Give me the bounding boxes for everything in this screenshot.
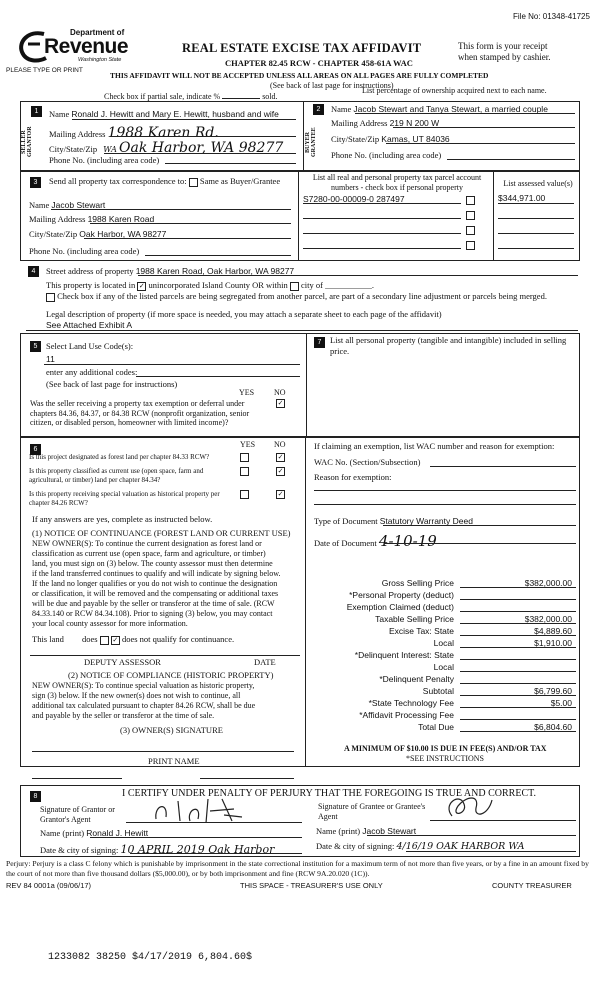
instructions-note: (See back of last page for instructions) [270,81,394,90]
buyer-name-row: Name Jacob Stewart and Tanya Stewart, a married couple [331,104,548,114]
total-label-7: Local [433,662,454,672]
total-value-12[interactable]: $6,804.60 [534,722,572,732]
assessed-header: List assessed value(s) [503,179,573,188]
total-value-4[interactable]: $4,889.60 [534,626,572,636]
historic-no-checkbox[interactable]: ✓ [277,490,284,498]
location-row: This property is located in ✓ unincorporated Island County OR within city of ___________. [46,280,374,290]
section-1-marker: 1 [31,106,42,117]
logo-state: Washington State [78,57,122,63]
total-value-10[interactable]: $5.00 [550,698,572,708]
historic-yes-checkbox[interactable] [240,490,249,499]
deputy-assessor-label: DEPUTY ASSESSOR [84,657,161,667]
assessor-date-label: DATE [254,657,276,667]
personal-property-checkbox-4[interactable] [466,241,475,250]
grantee-signature-label: Signature of Grantee or Grantee's Agent [318,802,426,821]
sec3-name-row: Name Jacob Stewart [29,200,106,210]
total-label-1: *Personal Property (deduct) [349,590,454,600]
total-label-2: Exemption Claimed (deduct) [346,602,454,612]
parcels-header: List all real and personal property tax parcel account numbers - check box if personal property [312,173,482,192]
doc-date-value[interactable]: 4-10-19 [378,532,437,550]
seller-phone-label: Phone No. (including area code) [49,155,160,165]
grantee-date-row: Date & city of signing: 4/16/19 OAK HARBOR WA [316,841,525,852]
section-8-marker: 8 [30,791,41,802]
assessed-value-1[interactable]: $344,971.00 [498,193,546,203]
total-label-4: Excise Tax: State [388,626,454,636]
total-label-10: *State Technology Fee [368,698,454,708]
total-value-0[interactable]: $382,000.00 [524,578,572,588]
grantee-name-row: Name (print) Jacob Stewart [316,826,417,836]
current-use-yes-checkbox[interactable] [240,467,249,476]
logo-line1: Department of [70,28,125,37]
legal-description-value[interactable]: See Attached Exhibit A [46,320,133,330]
print-name-label: PRINT NAME [148,756,200,766]
doc-type-value[interactable]: Statutory Warranty Deed [379,516,473,526]
section-6-marker: 6 [30,444,41,455]
same-as-buyer-checkbox[interactable] [189,178,198,187]
personal-property-checkbox-3[interactable] [466,226,475,235]
buyer-name-value[interactable]: Jacob Stewart and Tanya Stewart, a married couple [353,104,548,114]
street-row: Street address of property 1988 Karen Road, Oak Harbor, WA 98277 [46,266,295,276]
form-subtitle: CHAPTER 82.45 RCW - CHAPTER 458-61A WAC [225,58,413,68]
buyer-city-row: City/State/Zip Kamas, UT 84036 [331,134,450,144]
please-type: PLEASE TYPE OR PRINT [6,67,83,74]
notice-compliance-title: (2) NOTICE OF COMPLIANCE (HISTORIC PROPERTY) [68,670,274,680]
sec3-city-value[interactable]: Oak Harbor, WA 98277 [79,229,167,239]
logo-word: Revenue [44,35,129,58]
receipt-note: This form is your receipt when stamped by cashier. [458,41,551,62]
total-label-11: *Affidavit Processing Fee [359,710,454,720]
section-7-marker: 7 [314,337,325,348]
doc-date-row: Date of Document 4-10-19 [314,532,437,550]
grantor-date-row: Date & city of signing: 10 APRIL 2019 Oak Harbor [40,843,275,856]
partial-sale-row: Check box if partial sale, indicate % sold. [104,92,278,101]
section-5-marker: 5 [30,341,41,352]
section-2-marker: 2 [313,104,324,115]
sec3-name-value[interactable]: Jacob Stewart [51,200,106,210]
sec3-mailing-value[interactable]: 1988 Karen Road [87,214,155,224]
exemption-question: Was the seller receiving a property tax exemption or deferral under chapters 84.36, 84.37, or 84.38 RCW (nonprofit organization, senior citizen, or disabled person, homeowner with limited income)? [30,399,250,427]
exemption-no-checkbox[interactable]: ✓ [277,399,284,407]
segregated-row: Check box if any of the listed parcels are being segregated from another parcel, are part of a secondary line adjustment or parcels being merged. [46,291,547,302]
forest-question: Is this project designated as forest land per chapter 84.33 RCW? [29,453,210,461]
sec3-mailing-row: Mailing Address 1988 Karen Road [29,214,155,224]
grantee-name-value[interactable]: Jacob Stewart [362,826,417,836]
street-value[interactable]: 1988 Karen Road, Oak Harbor, WA 98277 [135,266,295,276]
grantee-signature[interactable] [440,790,500,822]
certify-statement: I CERTIFY UNDER PENALTY OF PERJURY THAT THE FOREGOING IS TRUE AND CORRECT. [122,788,536,799]
total-label-5: Local [433,638,454,648]
continuance-row: This land does ✓ does not qualify for continuance. [32,634,235,644]
does-checkbox[interactable] [100,636,109,645]
doc-type-row: Type of Document Statutory Warranty Deed [314,516,473,526]
grantor-signature[interactable] [150,795,260,825]
notice-compliance-body: NEW OWNER(S): To continue special valuation as historic property, sign (3) below. If the new owner(s) does not wish to continue, all additional tax calculated pursuant to chapter 84.26 RCW, shall be due and payable by the seller or transferor at the time of sale. [32,681,256,720]
form-title: REAL ESTATE EXCISE TAX AFFIDAVIT [182,41,422,55]
sec5-no-header: NO [274,388,286,397]
owner-signature-label: (3) OWNER(S) SIGNATURE [120,725,223,735]
buyer-mailing-value[interactable]: 219 N 200 W [389,118,440,128]
grantor-name-row: Name (print) Ronald J. Hewitt [40,828,149,838]
grantor-date-value[interactable]: 10 APRIL 2019 Oak Harbor [120,843,275,856]
total-value-5[interactable]: $1,910.00 [534,638,572,648]
personal-property-checkbox-2[interactable] [466,211,475,220]
additional-codes-label: enter any additional codes: [46,367,138,377]
seller-name-row: Name Ronald J. Hewitt and Mary E. Hewitt, husband and wife [49,109,279,119]
seller-city-value[interactable]: Oak Harbor, WA 98277 [119,140,284,156]
total-label-8: *Delinquent Penalty [379,674,454,684]
land-use-label: Select Land Use Code(s): [46,341,134,351]
form-revision: REV 84 0001a (09/06/17) [6,881,92,890]
total-label-3: Taxable Selling Price [375,614,454,624]
see-instructions-note: *SEE INSTRUCTIONS [406,754,485,763]
county-treasurer-label: COUNTY TREASURER [492,881,572,890]
file-number: File No: 01348-41725 [513,12,590,21]
percentage-note: List percentage of ownership acquired next to each name. [362,86,547,95]
buyer-mailing-row: Mailing Address 219 N 200 W [331,118,440,128]
city-checkbox[interactable] [290,282,299,291]
total-value-3[interactable]: $382,000.00 [524,614,572,624]
total-label-0: Gross Selling Price [381,578,454,588]
segregated-checkbox[interactable] [46,293,55,302]
sec6-yes-header: YES [240,440,256,449]
perjury-notice: Perjury: Perjury is a class C felony which is punishable by imprisonment in the state correctional institution for a maximum term of not more than five years, or by a fine in an amount fixed by the court of not more than five thousand dollars ($5,000.00), or by both imprisonment and fine (RCW 9A.20.020 (1C)). [6,859,589,878]
notice-continuance-body: NEW OWNER(S): To continue the current designation as forest land or classification as current use (open space, farm and agriculture, or timber) land, you must sign on (3) below. The county assessor must then determine if the land transferred continues to qualify and will indicate by signing below. If the land no longer qualifies or you do not wish to continue the designation or classification, it will be removed and the compensating or additional taxes will be due and payable by the seller or transferor at the time of sale. (RCW 84.33.140 or RCW 84.34.108). Prior to signing (3) below, you may contact your local county assessor for more information. [32,539,281,628]
personal-property-checkbox-1[interactable] [466,196,475,205]
minimum-fee-note: A MINIMUM OF $10.00 IS DUE IN FEE(S) AND/OR TAX [344,744,547,753]
parcel-number-1[interactable]: S7280-00-00009-0 287497 [303,194,405,204]
seller-mailing-row: Mailing Address 1988 Karen Rd. [49,125,219,141]
wac-number-label: WAC No. (Section/Subsection) [314,457,421,467]
treasurer-space-label: THIS SPACE - TREASURER'S USE ONLY [240,881,383,890]
does-not-checkbox[interactable]: ✓ [112,635,119,644]
sec6-no-header: NO [274,440,286,449]
unincorporated-checkbox[interactable]: ✓ [138,281,145,290]
buyer-phone-label: Phone No. (including area code) [331,150,442,160]
total-label-6: *Delinquent Interest: State [354,650,454,660]
sec3-city-row: City/State/Zip Oak Harbor, WA 98277 [29,229,167,239]
historic-question: Is this property receiving special valuation as historical property per chapter 84.26 RCW? [29,490,220,507]
if-yes-instruction: If any answers are yes, complete as instructed below. [32,514,213,524]
grantor-name-value[interactable]: Ronald J. Hewitt [86,828,149,838]
total-value-9[interactable]: $6,799.60 [534,686,572,696]
current-use-no-checkbox[interactable]: ✓ [277,467,284,475]
seller-city-row: City/State/Zip WA Oak Harbor, WA 98277 [49,140,284,156]
land-use-instructions: (See back of last page for instructions) [46,379,178,389]
dor-logo [18,24,128,66]
sec5-yes-header: YES [239,388,255,397]
wac-instruction: If claiming an exemption, list WAC number and reason for exemption: [314,441,555,451]
forest-yes-checkbox[interactable] [240,453,249,462]
seller-mailing-value[interactable]: 1988 Karen Rd. [107,125,219,141]
warning: THIS AFFIDAVIT WILL NOT BE ACCEPTED UNLESS ALL AREAS ON ALL PAGES ARE FULLY COMPLETED [110,71,489,80]
legal-description-label: Legal description of property (if more space is needed, you may attach a separate sheet to each page of the affidavit) [46,309,442,319]
exemption-reason-label: Reason for exemption: [314,472,392,482]
buyer-city-value[interactable]: Kamas, UT 84036 [381,134,450,144]
forest-no-checkbox[interactable]: ✓ [277,453,284,461]
personal-property-label: List all personal property (tangible and intangible) included in selling price. [330,335,567,356]
receipt-stamp: 1233082 38250 $4/17/2019 6,804.60$ [48,952,253,963]
grantee-date-value[interactable]: 4/16/19 OAK HARBOR WA [396,841,525,852]
total-label-12: Total Due [418,722,454,732]
seller-side-label: SELLER GRANTOR [21,126,33,158]
section-4-marker: 4 [28,266,39,277]
land-use-code[interactable]: 11 [46,354,55,364]
grantor-signature-label: Signature of Grantor or Grantor's Agent [40,805,115,824]
total-label-9: Subtotal [422,686,454,696]
sec3-phone-label: Phone No. (including area code) [29,246,140,256]
section-3-marker: 3 [30,177,41,188]
current-use-question: Is this property classified as current use (open space, farm and agricultural, or timber) land per chapter 84.34? [29,467,204,484]
buyer-side-label: BUYER GRANTEE [305,127,317,157]
notice-continuance-title: (1) NOTICE OF CONTINUANCE (FOREST LAND OR CURRENT USE) [32,528,291,538]
correspondence-row: Send all property tax correspondence to: Same as Buyer/Grantee [49,176,281,186]
seller-name-value[interactable]: Ronald J. Hewitt and Mary E. Hewitt, husband and wife [71,109,279,119]
